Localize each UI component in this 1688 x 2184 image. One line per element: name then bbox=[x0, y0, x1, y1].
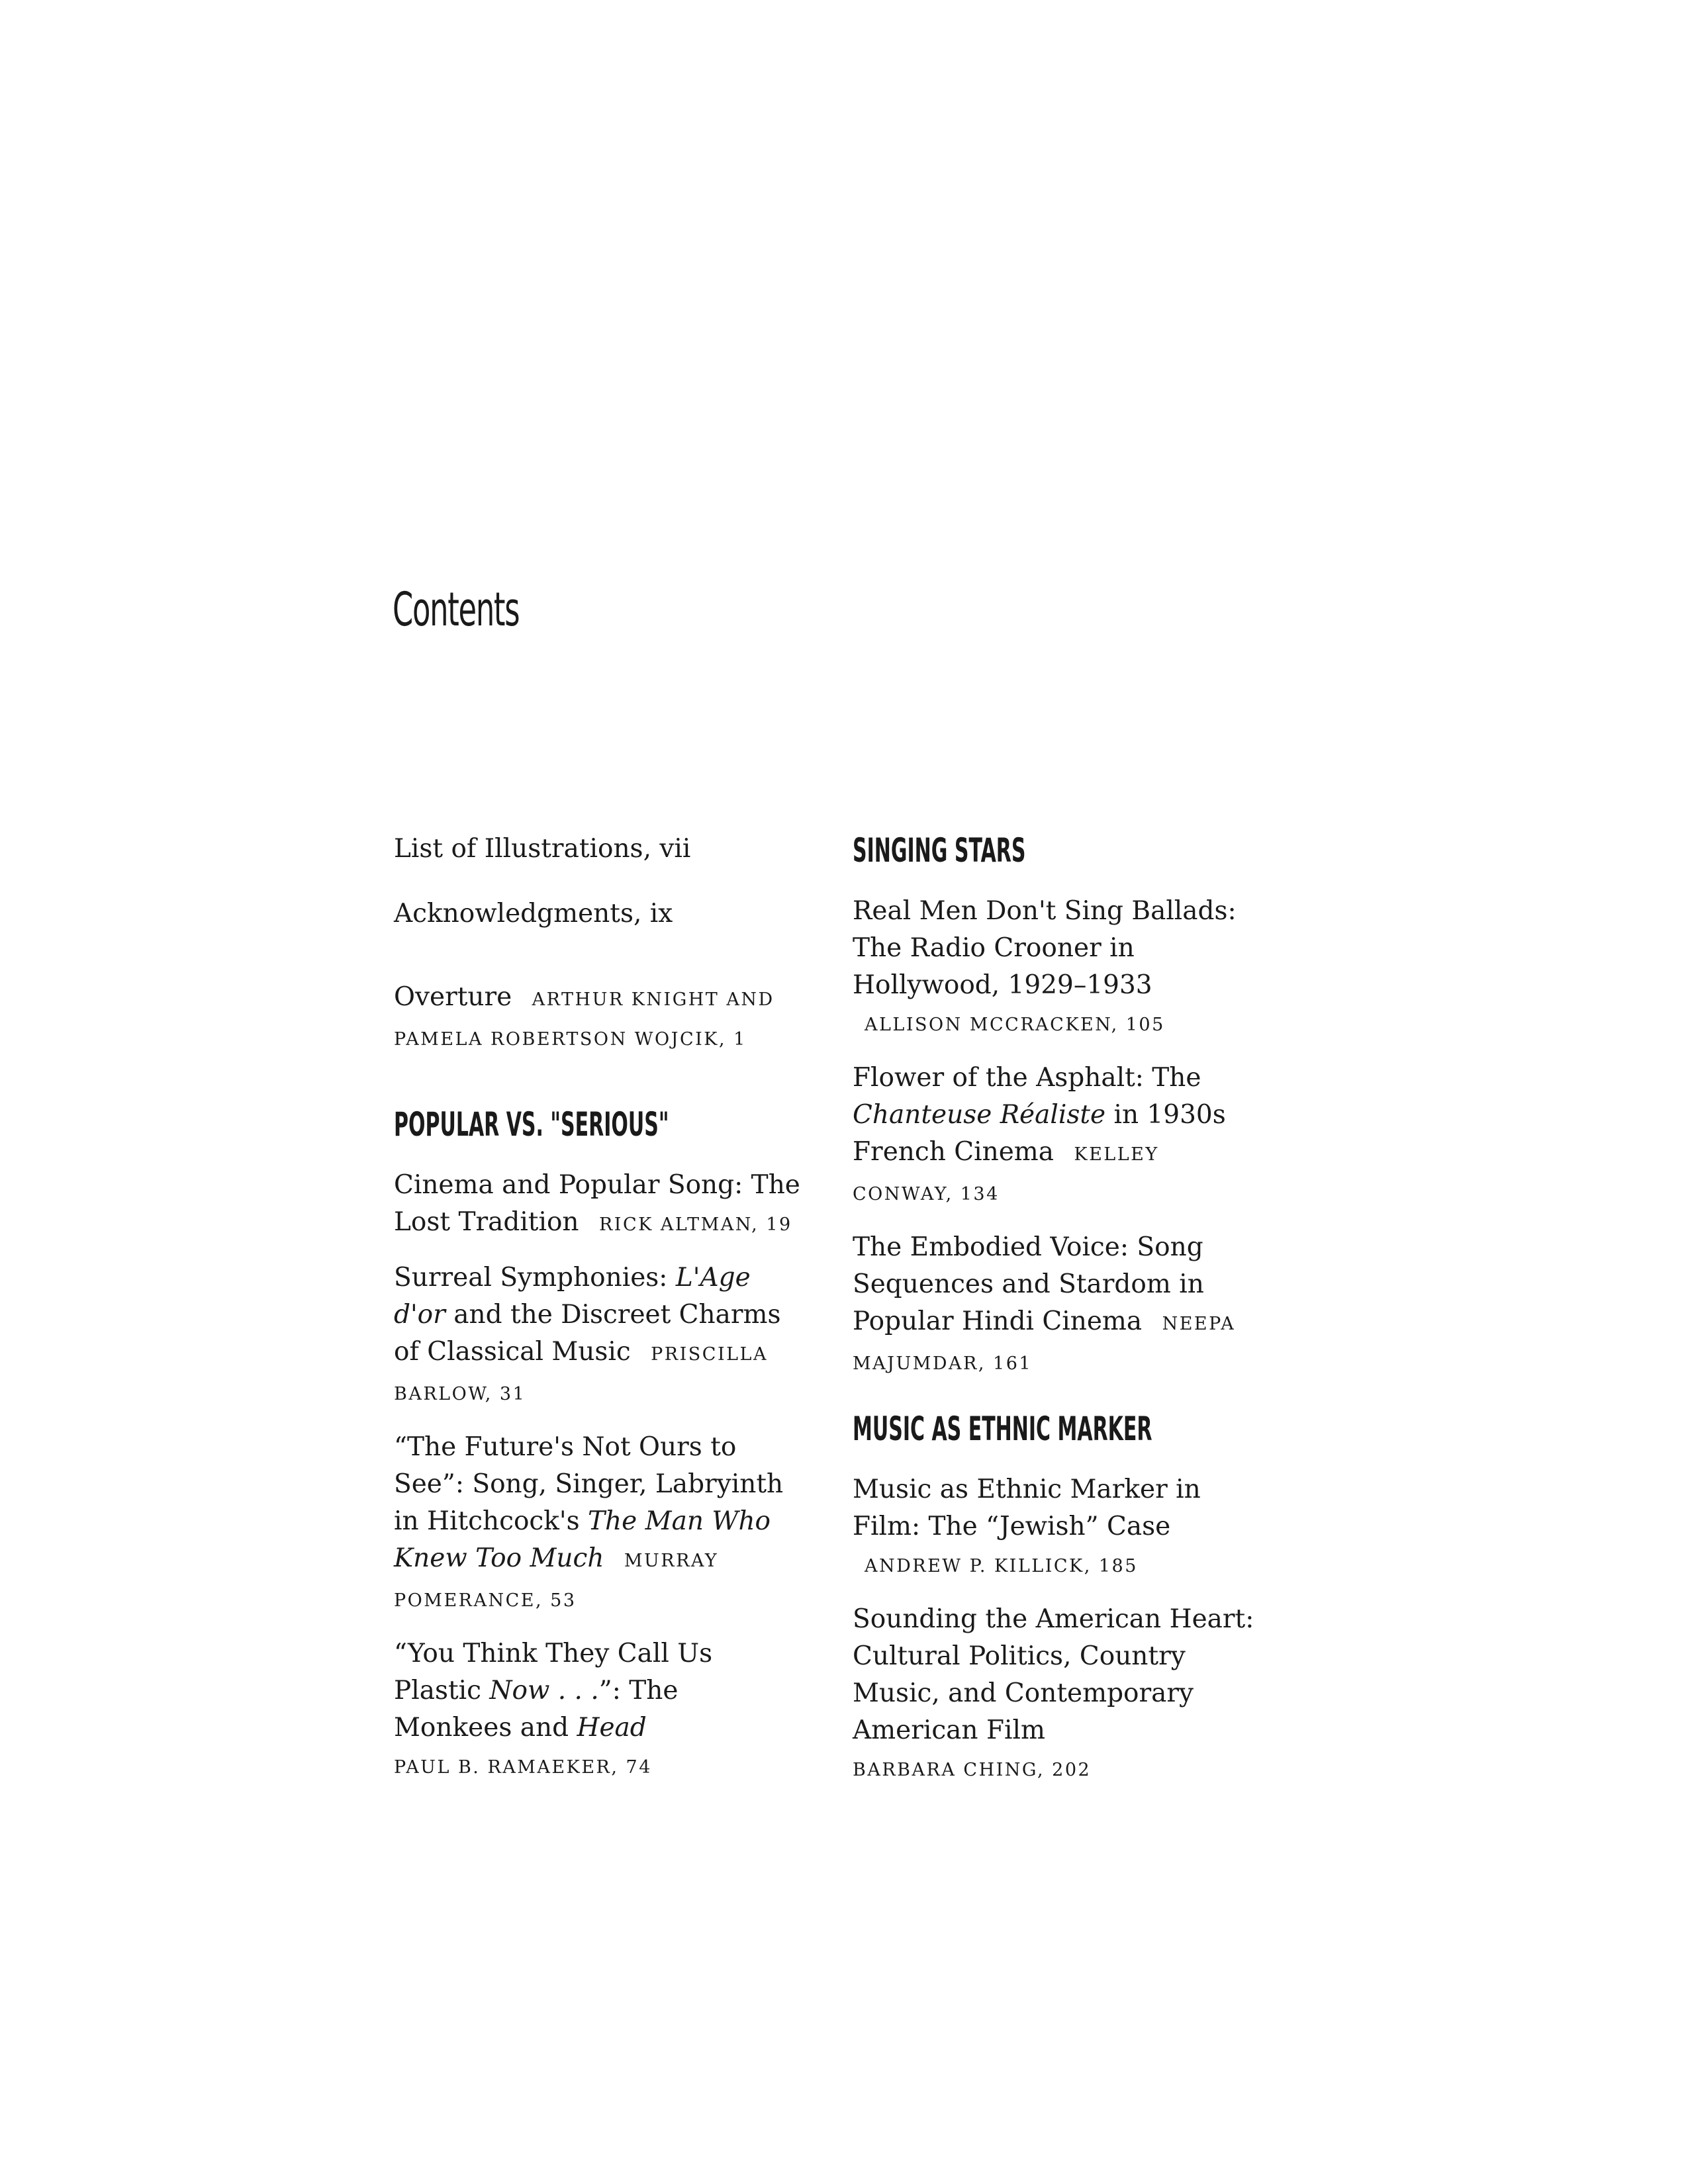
entry-title-italic: L'Age d'or bbox=[394, 1263, 751, 1330]
entry-title: “You Think They Call Us Plastic bbox=[394, 1639, 713, 1706]
toc-entry bbox=[853, 1060, 1263, 1213]
section-heading-singing-stars: SINGING STARS bbox=[853, 831, 1026, 870]
entry-author: BARBARA CHING, 202 bbox=[853, 1760, 1092, 1780]
entry-title: Music as Ethnic Marker in Film: The “Jewish” Case bbox=[853, 1475, 1201, 1541]
entry-title: in 1930s French Cinema bbox=[853, 1100, 1226, 1167]
section-heading-music-as-ethnic-marker: MUSIC AS ETHNIC MARKER bbox=[853, 1410, 1152, 1448]
entry-title: ”: The Monkees and bbox=[394, 1676, 679, 1743]
toc-entry bbox=[853, 1601, 1263, 1789]
entry-author: PAUL B. RAMAEKER, 74 bbox=[394, 1757, 652, 1778]
toc-entry-acknowledgments: Acknowledgments, ix bbox=[394, 899, 673, 929]
entry-title-italic: The Man Who Knew Too Much bbox=[394, 1506, 771, 1573]
entry-author: ALLISON MCCRACKEN, 105 bbox=[865, 1015, 1165, 1035]
entry-title: Cinema and Popular Song: The Lost Tradition bbox=[394, 1170, 800, 1237]
entry-author: PRISCILLA BARLOW, 31 bbox=[394, 1344, 768, 1404]
toc-entry bbox=[394, 1259, 804, 1413]
entry-title-italic: Chanteuse Réaliste bbox=[853, 1100, 1106, 1130]
entry-title: Surreal Symphonies: bbox=[394, 1263, 676, 1293]
toc-entry bbox=[394, 1635, 804, 1786]
entry-title: Sounding the American Heart: Cultural Politics, Country Music, and Contemporary American Film bbox=[853, 1604, 1254, 1745]
toc-entry bbox=[394, 1429, 804, 1619]
entry-title: Real Men Don't Sing Ballads: The Radio Crooner in Hollywood, 1929–1933 bbox=[853, 896, 1237, 1000]
toc-entry bbox=[853, 1229, 1263, 1383]
entry-title: Overture bbox=[394, 982, 512, 1012]
entry-author: RICK ALTMAN, 19 bbox=[598, 1214, 792, 1235]
toc-entry bbox=[853, 893, 1263, 1044]
toc-entry bbox=[394, 1167, 804, 1244]
entry-title: “The Future's Not Ours to See”: Song, Singer, Labryinth in Hitchcock's bbox=[394, 1432, 784, 1536]
entry-title-italic: Head bbox=[577, 1713, 647, 1743]
entry-title: Flower of the Asphalt: The bbox=[853, 1063, 1201, 1093]
entry-author: ARTHUR KNIGHT AND PAMELA ROBERTSON WOJCIK, 1 bbox=[394, 989, 774, 1050]
section-heading-popular-vs-serious: POPULAR VS. "SERIOUS" bbox=[394, 1105, 669, 1144]
entry-author: MURRAY POMERANCE, 53 bbox=[394, 1551, 719, 1611]
toc-entry bbox=[853, 1471, 1263, 1585]
left-column bbox=[394, 831, 804, 1802]
entry-author: ANDREW P. KILLICK, 185 bbox=[865, 1556, 1138, 1576]
entry-title-italic: Now . . . bbox=[489, 1676, 599, 1706]
entry-author: KELLEY CONWAY, 134 bbox=[853, 1144, 1159, 1205]
right-column bbox=[853, 831, 1263, 1805]
entry-title: The Embodied Voice: Song Sequences and Stardom in Popular Hindi Cinema bbox=[853, 1232, 1204, 1336]
entry-title: and the Discreet Charms of Classical Music bbox=[394, 1300, 781, 1367]
toc-entry-overture bbox=[394, 979, 804, 1058]
toc-entry-illustrations: List of Illustrations, vii bbox=[394, 834, 691, 864]
page-title: Contents bbox=[393, 582, 520, 637]
entry-author: NEEPA MAJUMDAR, 161 bbox=[853, 1314, 1236, 1374]
